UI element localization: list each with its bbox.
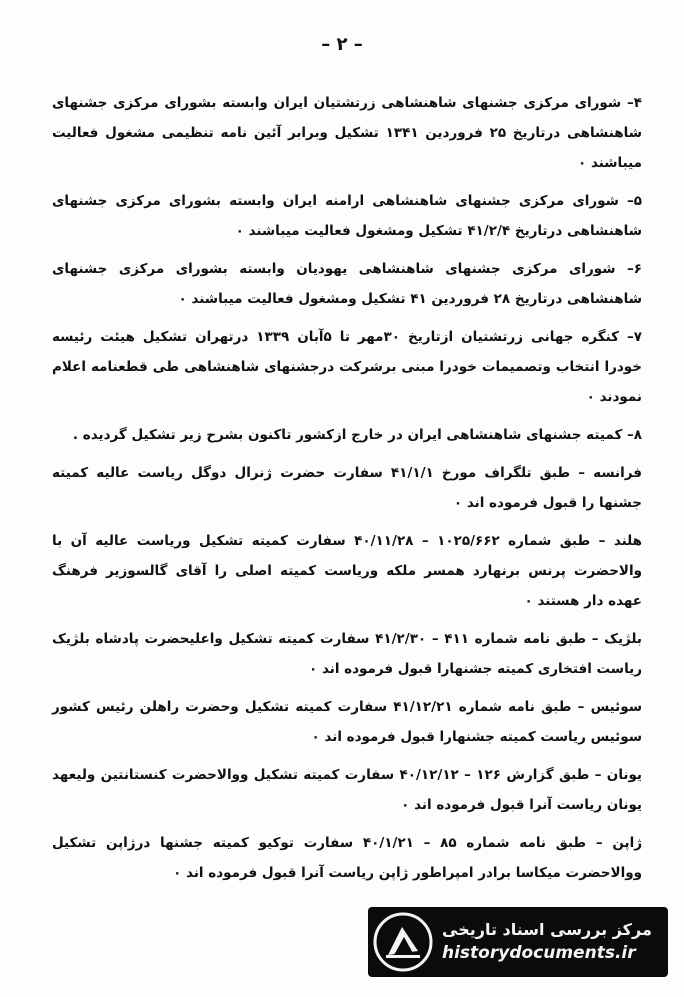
paragraph-japan: ژاپن – طبق نامه شماره ۸۵ – ۴۰/۱/۲۱ سفارت توکیو کمیته جشنها درژاپن تشکیل ووالاحضرت میکاسا برادر امپراطور ژاپن ریاست آنرا قبول فرموده اند ٠ <box>52 835 642 881</box>
paragraph-item-7: ۷– کنگره جهانی زرتشتیان ازتاریخ ۳۰مهر تا ۵آبان ۱۳۳۹ درتهران تشکیل هیئت رئیسه خودرا انتخاب وتصمیمات خودرا مبنی برشرکت درجشنهای شاهنشاهی طی قطعنامه اعلام نمودند ٠ <box>52 329 642 405</box>
watermark-title: مرکز بررسی اسناد تاریخی <box>442 920 652 939</box>
document-body <box>52 88 642 896</box>
paragraph-item-6: ۶– شورای مرکزی جشنهای شاهنشاهی یهودیان وابسته بشورای مرکزی جشنهای شاهنشاهی درتاریخ ۲۸ فروردین ۴۱ تشکیل ومشغول فعالیت میباشند ٠ <box>52 261 642 307</box>
watermark-banner <box>368 907 668 977</box>
paragraph-belgium: بلژیک – طبق نامه شماره ۴۱۱ – ۴۱/۲/۳۰ سفارت کمیته تشکیل واعلیحضرت پادشاه بلژیک ریاست افتخاری کمیته جشنهارا قبول فرموده اند ٠ <box>52 631 643 677</box>
paragraph-item-4: ۴– شورای مرکزی جشنهای شاهنشاهی زرتشتیان ایران وابسته بشورای مرکزی جشنهای شاهنشاهی درتاریخ ۲۵ فروردین ۱۳۴۱ تشکیل وبرابر آئین نامه تنظیمی مشغول فعالیت میباشند ٠ <box>52 95 642 171</box>
history-documents-logo-icon <box>372 911 434 973</box>
paragraph-netherlands: هلند – طبق شماره ۱۰۲۵/۶۶۲ – ۴۰/۱۱/۲۸ سفارت کمیته تشکیل وریاست عالیه آن با والاحضرت پرنس برنهارد همسر ملکه وریاست کمیته اصلی را آقای گالسوزیر فرهنگ عهده دار هستند ٠ <box>52 533 642 609</box>
paragraph-greece: یونان – طبق گزارش ۱۲۶ – ۴۰/۱۲/۱۲ سفارت کمیته تشکیل ووالاحضرت کنستانتین ولیعهد یونان ریاست آنرا قبول فرموده اند ٠ <box>52 767 643 813</box>
page-number: – ۲ – <box>321 34 363 55</box>
paragraph-switzerland: سوئیس – طبق نامه شماره ۴۱/۱۲/۲۱ سفارت کمیته تشکیل وحضرت راهلن رئیس کشور سوئیس ریاست کمیته جشنهارا قبول فرموده اند ٠ <box>52 699 642 745</box>
paragraph-item-8: ۸– کمیته جشنهای شاهنشاهی ایران در خارج ازکشور تاکنون بشرح زیر تشکیل گردیده . <box>72 427 642 443</box>
watermark-url: historydocuments.ir <box>442 943 636 963</box>
watermark-text <box>442 919 668 965</box>
paragraph-france: فرانسه – طبق تلگراف مورخ ۴۱/۱/۱ سفارت حضرت ژنرال دوگل ریاست عالیه کمیته جشنها را قبول فرموده اند ٠ <box>52 465 642 511</box>
paragraph-item-5: ۵– شورای مرکزی جشنهای شاهنشاهی ارامنه ایران وابسته بشورای مرکزی جشنهای شاهنشاهی درتاریخ ۴۱/۲/۴ تشکیل ومشغول فعالیت میباشند ٠ <box>52 193 642 239</box>
